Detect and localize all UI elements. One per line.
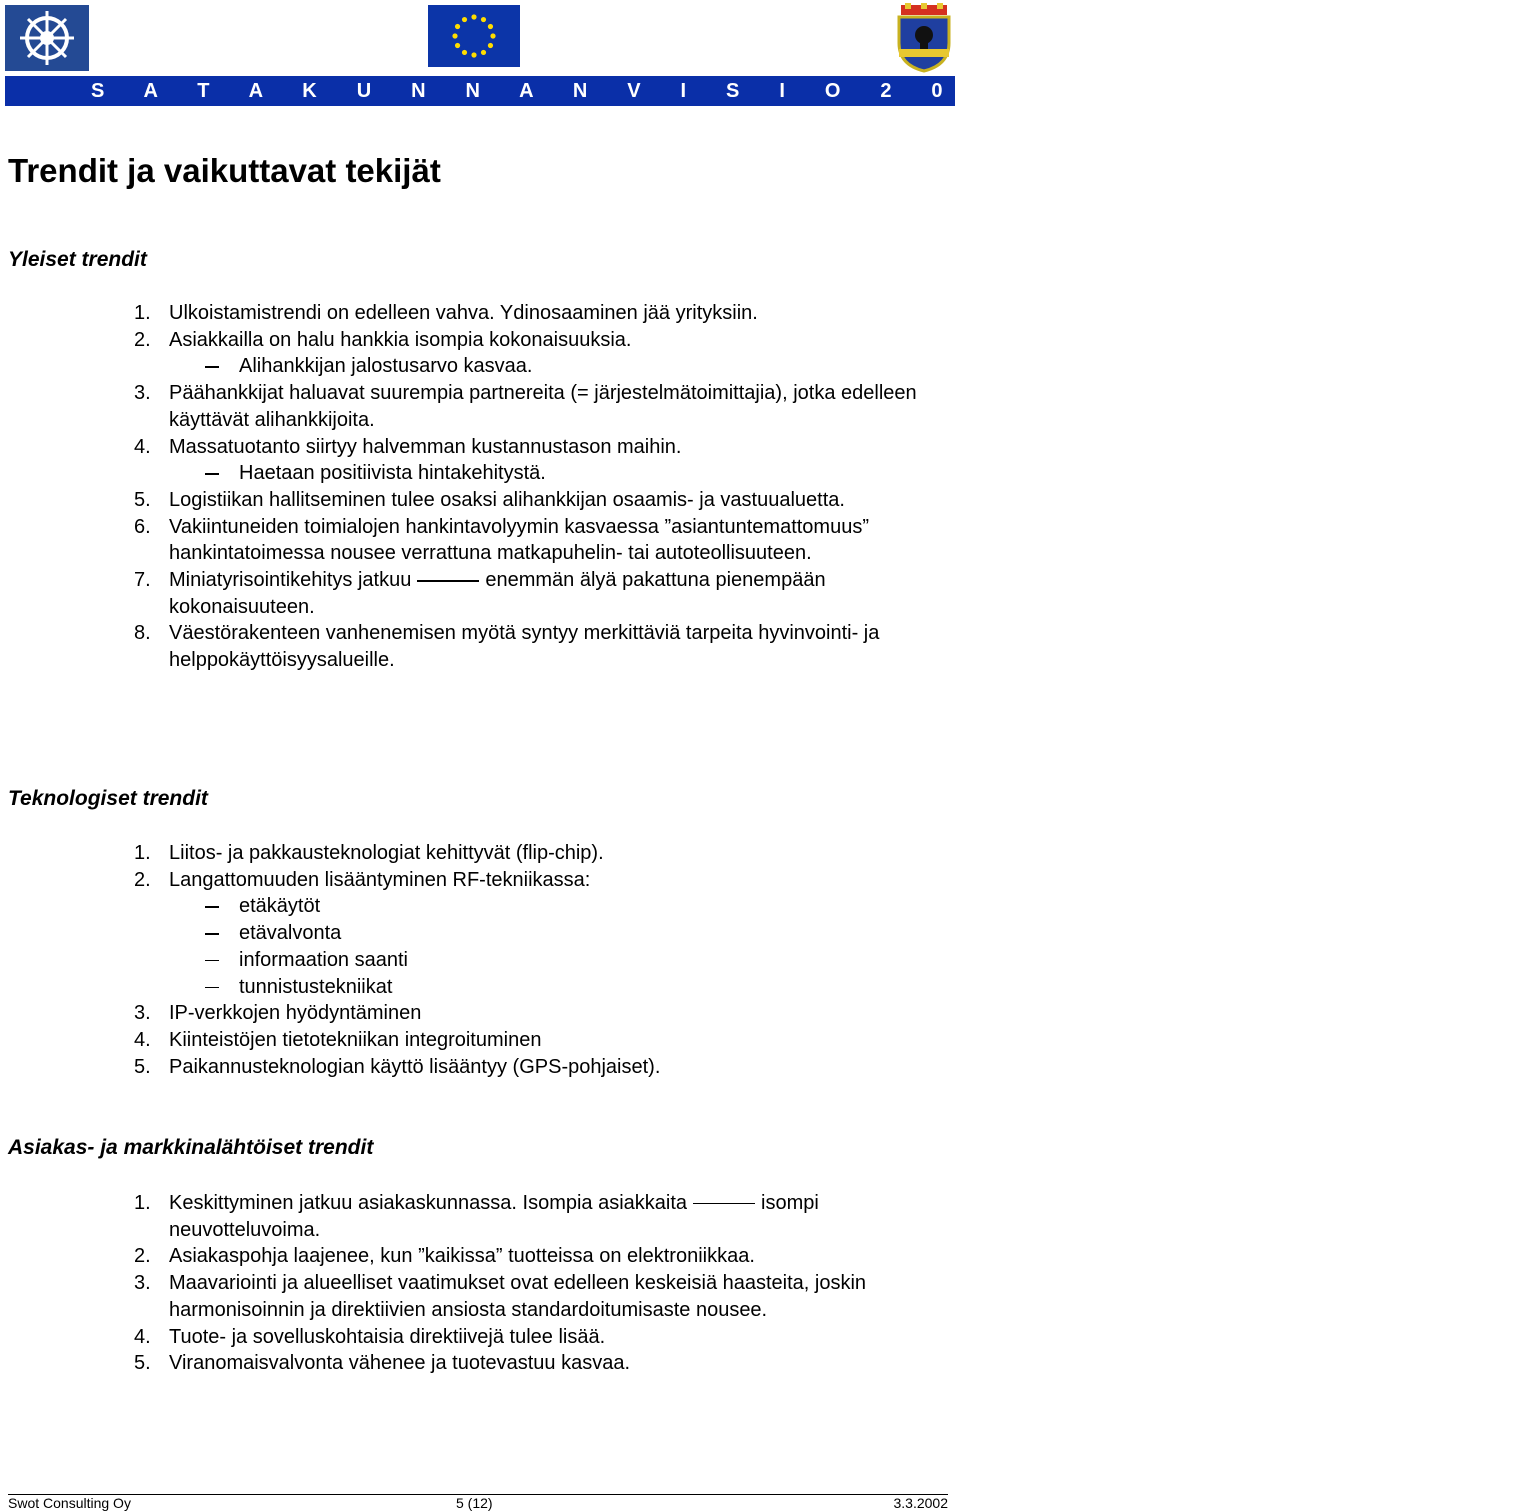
eu-star-icon <box>488 43 493 48</box>
footer-page: 5 (12) <box>456 1495 493 1511</box>
list-item: 5. Logistiikan hallitseminen tulee osaksi alihankkijan osaamis- ja vastuualuetta. <box>134 488 845 511</box>
list-item: 1. Liitos- ja pakkausteknologiat kehittyvät (flip-chip). <box>134 842 604 864</box>
list-item: 2. Asiakkailla on halu hankkia isompia kokonaisuuksia. Alihankkijan jalostusarvo kasvaa. <box>0 327 960 380</box>
list-item: 3. IP-verkkojen hyödyntäminen <box>134 1002 422 1025</box>
list-item: 5. Viranomaisvalvonta vähenee ja tuotevastuu kasvaa. <box>134 1352 631 1375</box>
section-heading-general: Yleiset trendit <box>8 248 147 271</box>
list-item: 1. Ulkoistamistrendi on edelleen vahva. Ydinosaaminen jää yrityksiin. <box>134 302 758 324</box>
sub-item: etävalvonta <box>239 920 960 947</box>
general-trends-list <box>0 300 960 674</box>
list-item: 2. Asiakaspohja laajenee, kun ”kaikissa” tuotteissa on elektroniikkaa. <box>134 1245 755 1268</box>
eu-star-icon <box>481 50 486 55</box>
list-item: 1. Keskittyminen jatkuu asiakaskunnassa. Isompia asiakkaita isompi neuvotteluvoima. <box>134 1192 819 1241</box>
list-item: 2. Langattomuuden lisääntyminen RF-tekniikassa: etäkäytöt etävalvonta informaation saanti tunnistustekniikat <box>0 867 960 1001</box>
eu-star-icon <box>471 52 476 57</box>
list-item: 4. Massatuotanto siirtyy halvemman kustannustason maihin. Haetaan positiivista hintakehitystä. <box>0 434 960 487</box>
list-item: 5. Paikannusteknologian käyttö lisääntyy (GPS-pohjaiset). <box>134 1055 661 1078</box>
sub-item: tunnistustekniikat <box>239 974 960 1001</box>
list-item: 3. Maavariointi ja alueelliset vaatimukset ovat edelleen keskeisiä haasteita, joskin harmonisoinnin ja direktiivien ansiosta standardoitumisaste nousee. <box>134 1272 867 1321</box>
section-heading-technology: Teknologiset trendit <box>8 787 208 810</box>
technology-trends-list <box>0 840 960 1080</box>
eu-star-icon <box>462 17 467 22</box>
eu-star-icon <box>462 50 467 55</box>
sub-item: informaation saanti <box>239 947 960 974</box>
em-dash <box>417 580 479 582</box>
list-item: 4. Kiinteistöjen tietotekniikan integroituminen <box>134 1028 542 1051</box>
eu-star-icon <box>455 24 460 29</box>
sub-item: Haetaan positiivista hintakehitystä. <box>239 460 960 487</box>
sub-item: etäkäytöt <box>239 893 960 920</box>
eu-star-icon <box>452 33 457 38</box>
market-trends-list <box>0 1190 960 1377</box>
footer-date: 3.3.2002 <box>893 1495 948 1511</box>
page-title: Trendit ja vaikuttavat tekijät <box>8 152 441 189</box>
ship-wheel-logo <box>5 5 89 71</box>
list-item: 3. Päähankkijat haluavat suurempia partnereita (= järjestelmätoimittajia), jotka edelleen käyttävät alihankkijoita. <box>134 382 917 431</box>
eu-star-icon <box>481 17 486 22</box>
eu-star-icon <box>488 24 493 29</box>
list-item: 4. Tuote- ja sovelluskohtaisia direktiivejä tulee lisää. <box>134 1325 606 1348</box>
list-item: 8. Väestörakenteen vanhenemisen myötä syntyy merkittäviä tarpeita hyvinvointi- ja helppokäyttöisyysalueille. <box>134 622 880 672</box>
section-heading-market: Asiakas- ja markkinalähtöiset trendit <box>8 1136 374 1159</box>
eu-star-icon <box>471 14 476 19</box>
sub-item: Alihankkijan jalostusarvo kasvaa. <box>239 353 960 380</box>
footer-company: Swot Consulting Oy <box>8 1495 131 1511</box>
eu-star-icon <box>455 43 460 48</box>
project-banner: S A T A K U N N A N V I S I O 2 0 1 0 - P R O J E K T I <box>5 76 955 106</box>
coat-of-arms-logo <box>893 3 955 73</box>
eu-flag-logo <box>428 5 520 67</box>
em-dash <box>693 1203 755 1205</box>
page-footer <box>8 1494 948 1511</box>
eu-star-icon <box>490 33 495 38</box>
list-item: 6. Vakiintuneiden toimialojen hankintavolyymin kasvaessa ”asiantuntemattomuus” hankintatoimessa nousee verrattuna matkapuhelin- tai autoteollisuuteen. <box>134 515 869 565</box>
list-item: 7. Miniatyrisointikehitys jatkuu enemmän älyä pakattuna pienempään kokonaisuuteen. <box>134 569 826 618</box>
